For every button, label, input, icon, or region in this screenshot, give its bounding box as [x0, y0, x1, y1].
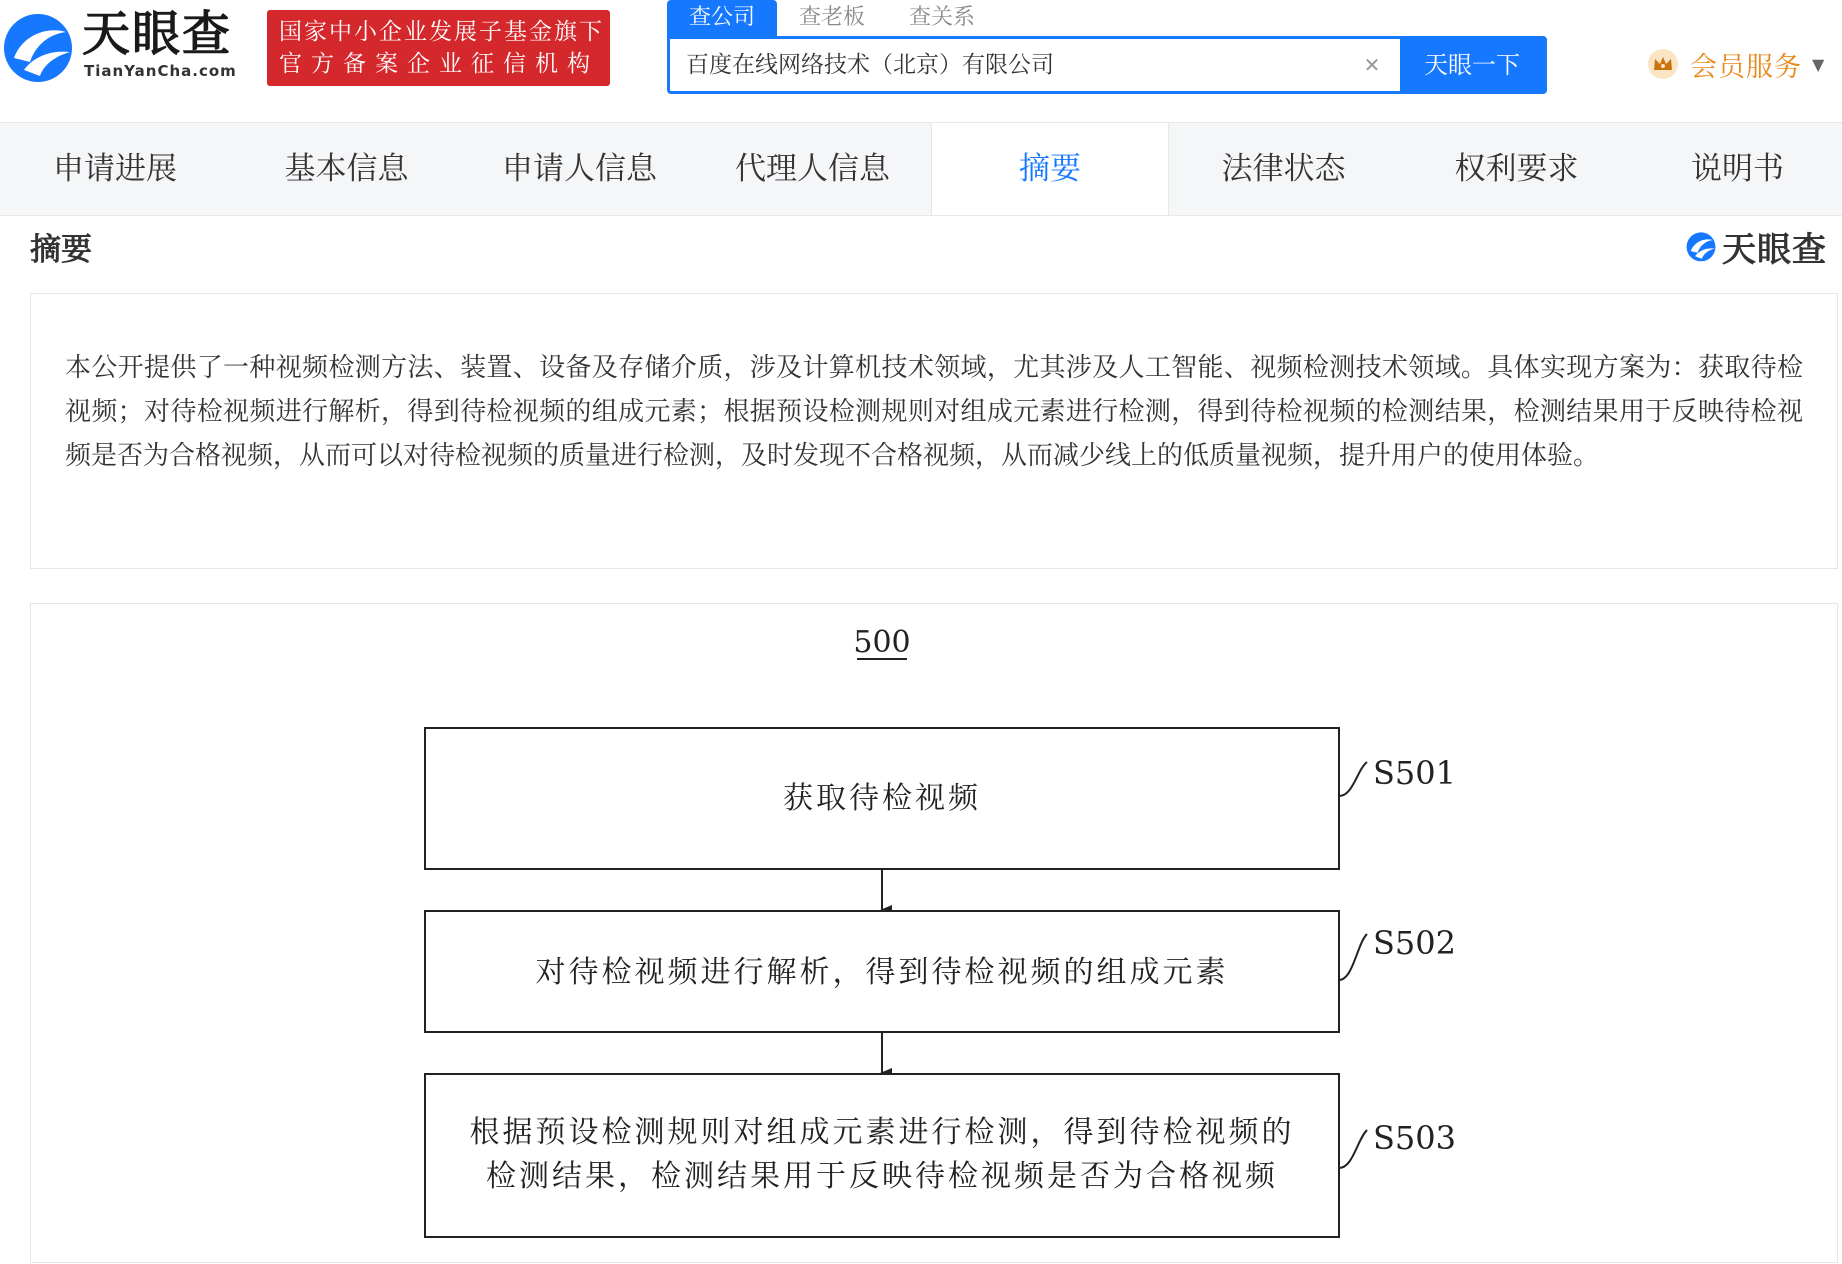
- member-service-label: 会员服务: [1690, 51, 1802, 83]
- step-id-s502: S502: [1373, 924, 1456, 962]
- tab-basic-info[interactable]: 基本信息: [284, 151, 409, 187]
- leader-s503: [1339, 1130, 1367, 1168]
- search-input[interactable]: [686, 39, 1346, 91]
- watermark-logo: [1684, 226, 1827, 270]
- logo-domain: TianYanCha.com: [84, 62, 237, 80]
- leader-s501: [1339, 762, 1367, 796]
- official-badge: [267, 10, 610, 86]
- figure-number: 500: [853, 625, 911, 660]
- step-text-s502: 对待检视频进行解析，得到待检视频的组成元素: [535, 955, 1229, 990]
- search-box: [667, 36, 1547, 94]
- tab-agent-info[interactable]: 代理人信息: [735, 151, 890, 187]
- crown-icon: [1648, 49, 1678, 79]
- badge-line-2: 官方备案企业征信机构: [279, 51, 599, 77]
- patent-tabs: [0, 122, 1842, 216]
- abstract-text: 本公开提供了一种视频检测方法、装置、设备及存储介质，涉及计算机技术领域，尤其涉及人工智能、视频检测技术领域。具体实现方案为：获取待检视频；对待检视频进行解析，得到待检视频的组成元素；根据预设检测规则对组成元素进行检测，得到待检视频的检测结果，检测结果用于反映待检视频是否为合格视频，从而可以对待检视频的质量进行检测，及时发现不合格视频，从而减少线上的低质量视频，提升用户的使用体验。: [65, 353, 1803, 471]
- abstract-box: [30, 293, 1838, 569]
- chevron-down-icon: ▼: [1812, 54, 1825, 74]
- tab-applicant-info[interactable]: 申请人信息: [502, 151, 657, 187]
- search-tab-relation[interactable]: 查关系: [908, 5, 975, 30]
- flowchart: [31, 604, 1837, 1264]
- step-id-s503: S503: [1373, 1119, 1456, 1157]
- watermark-text: 天眼查: [1722, 229, 1827, 270]
- step-text-s503-line2: 检测结果，检测结果用于反映待检视频是否为合格视频: [486, 1159, 1278, 1194]
- badge-line-1: 国家中小企业发展子基金旗下: [279, 19, 604, 45]
- search-tab-boss[interactable]: 查老板: [798, 5, 865, 30]
- member-service[interactable]: [1648, 44, 1824, 84]
- leader-s502: [1339, 934, 1367, 980]
- step-text-s503-line1: 根据预设检测规则对组成元素进行检测，得到待检视频的: [469, 1115, 1295, 1150]
- tab-abstract[interactable]: 摘要: [931, 123, 1169, 215]
- tab-legal-status[interactable]: 法律状态: [1221, 151, 1346, 187]
- logo-text[interactable]: 天眼查: [82, 6, 233, 62]
- section-title: 摘要: [30, 232, 92, 268]
- step-box-s503: [425, 1074, 1339, 1237]
- tab-claims[interactable]: 权利要求: [1454, 151, 1579, 187]
- step-text-s501: 获取待检视频: [783, 781, 981, 816]
- top-header: [0, 0, 1842, 122]
- search-tab-company[interactable]: 查公司: [667, 0, 777, 36]
- step-id-s501: S501: [1373, 754, 1456, 792]
- tab-description[interactable]: 说明书: [1691, 151, 1784, 187]
- tab-progress[interactable]: 申请进展: [53, 151, 177, 187]
- clear-icon[interactable]: ✕: [1363, 53, 1381, 77]
- search-button[interactable]: 天眼一下: [1400, 39, 1544, 91]
- abstract-figure: [30, 603, 1838, 1263]
- watermark-logo-icon: [1684, 229, 1718, 263]
- tianyancha-logo-icon[interactable]: [0, 6, 76, 86]
